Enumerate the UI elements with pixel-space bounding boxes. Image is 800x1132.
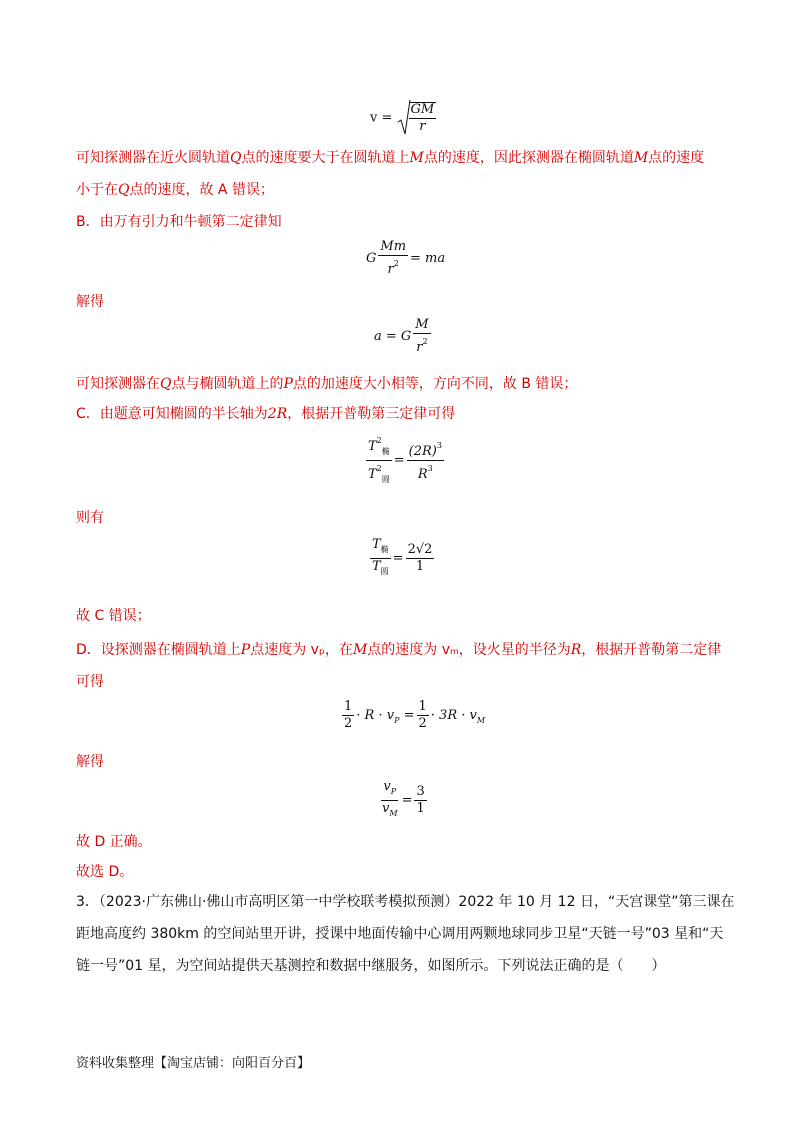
formula-orbital-velocity bbox=[370, 98, 438, 138]
text-line: 故选 D。 bbox=[76, 864, 134, 880]
text-line: 故 C 错误； bbox=[76, 608, 151, 624]
formula-period-ratio: $\frac{T_椭}{T_圆}$ = $\frac{2√2}{1}$ bbox=[372, 537, 433, 576]
text-line: 故 D 正确。 bbox=[76, 834, 152, 850]
page-footer: 资料收集整理【淘宝店铺：向阳百分百】 bbox=[76, 1056, 311, 1071]
option-c-heading: C．由题意可知椭圆的半长轴为2R，根据开普勒第三定律可得 bbox=[76, 406, 456, 422]
text-line: 小于在Q点的速度，故 A 错误； bbox=[76, 182, 274, 198]
formula-gravity-newton: G $\frac{Mm}{r^2}$ = ma bbox=[366, 239, 446, 277]
text-line: 解得 bbox=[76, 754, 104, 770]
formula-kepler-third: $\frac{T^2_椭}{T^2_圆}$ = $\frac{(2R)^3}{R^3}$ bbox=[368, 436, 442, 484]
text-line: 则有 bbox=[76, 510, 104, 526]
formula-acceleration: a = G $\frac{M}{r^2}$ bbox=[374, 317, 429, 355]
option-b-heading: B．由万有引力和牛顿第二定律知 bbox=[76, 214, 282, 230]
text-line: 解得 bbox=[76, 294, 104, 310]
text-line: 可知探测器在Q点与椭圆轨道上的P点的加速度大小相等，方向不同，故 B 错误； bbox=[76, 376, 578, 392]
option-d-heading: D．设探测器在椭圆轨道上P点速度为 vₚ，在M点的速度为 vₘ，设火星的半径为R，根据开普勒第二定律 bbox=[76, 642, 722, 658]
question-3-line-3: 链一号”01 星，为空间站提供天基测控和数据中继服务，如图所示。下列说法正确的是（ ） bbox=[76, 958, 666, 974]
fraction-numerator: GM bbox=[410, 102, 435, 117]
formula-velocity-ratio: $\frac{v_P}{v_M}$ = $\frac{3}{1}$ bbox=[382, 779, 425, 818]
formula-kepler-second: $\frac{1}{2}$ · $R \cdot v_P$ = $\frac{1}{2}$ · $3R \cdot v_M$ bbox=[344, 699, 486, 731]
fraction-denominator: r bbox=[419, 119, 426, 134]
text-line: 可知探测器在近火圆轨道Q点的速度要大于在圆轨道上M点的速度，因此探测器在椭圆轨道M点的速度 bbox=[76, 150, 705, 166]
question-3-line-1: 3．（2023·广东佛山·佛山市高明区第一中学校联考模拟预测）2022 年 10 月 12 日，“天宫课堂”第三课在 bbox=[76, 894, 735, 910]
formula-lhs: v = bbox=[370, 110, 393, 126]
text-line: 可得 bbox=[76, 674, 104, 690]
question-3-line-2: 距地高度约 380km 的空间站里开讲，授课中地面传输中心调用两颗地球同步卫星“天链一号”03 星和“天 bbox=[76, 926, 724, 942]
